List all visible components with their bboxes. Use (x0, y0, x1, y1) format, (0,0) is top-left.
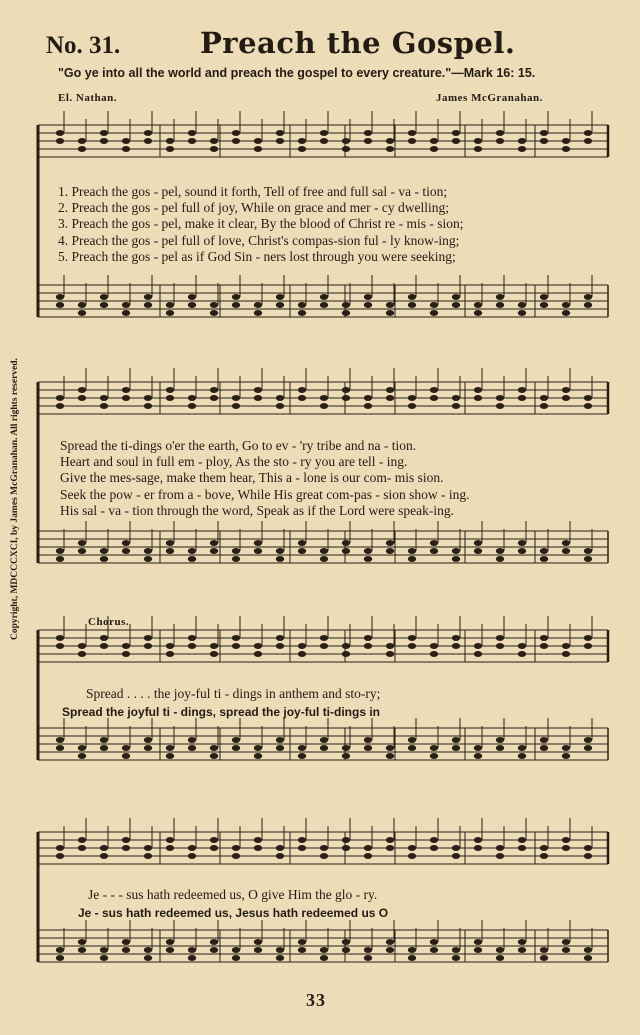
verse-2-line-2: Heart and soul in full em - ploy, As the sto - ry you are tell - ing. (60, 454, 408, 470)
verse-lines-part2 (60, 438, 470, 519)
chorus-line2-melody: Je - - - sus hath redeemed us, O give Him the glo - ry. (88, 887, 378, 902)
verse-3-line-2: Give the mes-sage, make them hear, This a - lone is our com- mis sion. (60, 470, 444, 486)
chorus-line1-bass: Spread the joyful ti - dings, spread the joy-ful ti-dings in (62, 705, 381, 719)
verse-lines-part1 (58, 184, 464, 265)
verse-1-line-2: Spread the ti-dings o'er the earth, Go to ev - 'ry tribe and na - tion. (60, 438, 417, 453)
verse-4-line: 4. Preach the gos - pel full of love, Christ's compas-sion ful - ly know-ing; (58, 232, 460, 248)
copyright-notice: Copyright, MDCCCXCI, by James McGranahan. All rights reserved. (10, 358, 20, 640)
lyricist-credit: El. Nathan. (58, 92, 117, 104)
verse-4-line-2: Seek the pow - er from a - bove, While His great com-pas - sion show - ing. (60, 486, 470, 502)
verse-5-line: 5. Preach the gos - pel as if God Sin - ners lost through you were seeking; (58, 248, 456, 264)
verse-3-line: 3. Preach the gos - pel, make it clear, By the blood of Christ re - mis - sion; (58, 216, 464, 232)
verse-1-line: 1. Preach the gos - pel, sound it forth, Tell of free and full sal - va - tion; (58, 184, 448, 199)
verse-2-line: 2. Preach the gos - pel full of joy, While on grace and mer - cy dwelling; (58, 200, 450, 216)
composer-credit: James McGranahan. (436, 92, 543, 104)
chorus-line2-bass: Je - sus hath redeemed us, Jesus hath redeemed us O (78, 906, 389, 920)
verse-5-line-2: His sal - va - tion through the word, Speak as if the Lord were speak-ing. (60, 502, 455, 518)
hymn-title: Preach the Gospel. (200, 26, 516, 60)
chorus-label: Chorus. (88, 616, 130, 628)
hymn-number: No. 31. (46, 32, 121, 59)
chorus-line1-melody: Spread . . . . the joy-ful ti - dings in anthem and sto-ry; (86, 686, 381, 701)
page-number: 33 (306, 990, 326, 1010)
scripture-epigraph: "Go ye into all the world and preach the gospel to every creature."—Mark 16: 15. (58, 66, 536, 80)
